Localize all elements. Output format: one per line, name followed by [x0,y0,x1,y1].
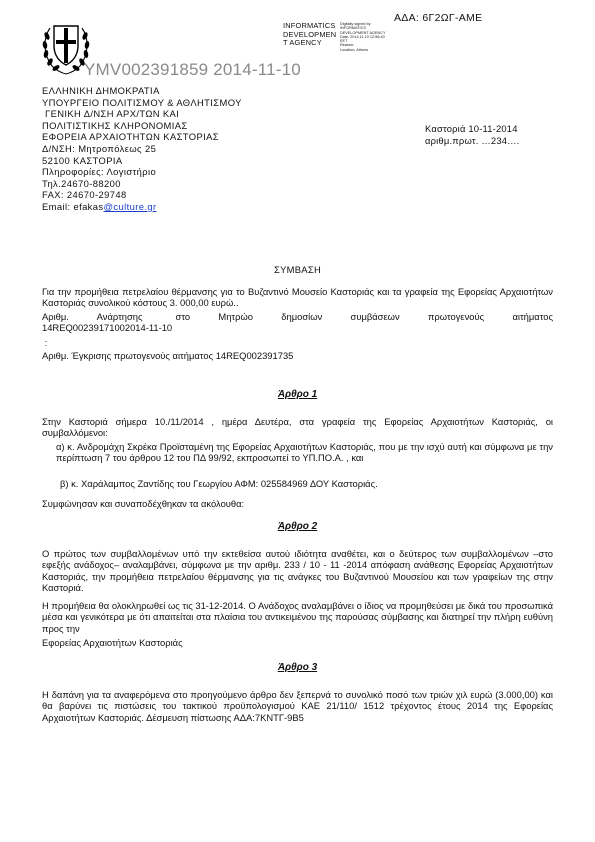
email-link[interactable]: @culture.gr [103,200,157,212]
signature-organization [283,22,336,48]
email-label: Email: efakas [42,200,104,212]
document-title: ΣΥΜΒΑΣΗ [273,264,322,275]
header-line: ΓΕΝΙΚΗ Δ/ΝΣΗ ΑΡΧ/ΤΩΝ ΚΑΙ [42,108,180,120]
header-line: ΕΛΛΗΝΙΚΗ ΔΗΜΟΚΡΑΤΙΑ [42,85,160,96]
header-line: Τηλ.24670-88200 [42,177,121,189]
signature-info-line: EET [340,39,348,44]
signature-org-line: DEVELOPMEN [283,29,337,39]
party-a: α) κ. Ανδρομάχη Σκρέκα Προϊσταμένη της Εφορείας Αρχαιοτήτων Καστοριάς, που με την ισχύ αυτή και σύμφωνα με την περίπτωση 7 του άρθρου 12 του ΠΔ 99/92, εκπροσωπεί το ΥΠ.ΠΟ.Α. , και [56,441,553,464]
header-line: ΕΦΟΡΕΙΑ ΑΡΧΑΙΟΤΗΤΩΝ ΚΑΣΤΟΡΙΑΣ [42,131,219,143]
protocol-number: αριθμ.πρωτ. …234…. [425,134,520,146]
article-2-heading: Άρθρο 2 [277,521,318,532]
approval-number: Αριθμ. Έγκρισης πρωτογενούς αιτήματος 14REQ002391735 [42,350,294,361]
sender-header [42,85,242,213]
signature-info-line: Location: Athens [340,47,369,52]
signature-info-line: Reason: [340,43,355,48]
email-line [42,201,242,213]
header-line: ΠΟΛΙΤΙΣΤΙΚΗΣ ΚΛΗΡΟΝΟΜΙΑΣ [42,119,188,131]
signature-info-line: INFORMATICS [340,26,366,31]
header-line: Δ/ΝΣΗ: Μητροπόλεως 25 [42,142,157,154]
article-2-paragraph: Ο πρώτος των συμβαλλομένων υπό την εκτεθείσα αυτού ιδιότητα αναθέτει, και ο δεύτερος των συμβαλλομένων –στο εφεξής ανάδοχος– αναλαμβάνει, σύμφωνα με την αριθμ. 233 / 10 - 11 -2014 απόφαση ανάθεσης Εφορείας Αρχαιοτήτων Καστοριάς, την προμήθεια πετρελαίου θέρμανσης για τις ανάγκες του Βυζαντινού Μουσείου και των γραφείων της στην Καστοριά. [42,548,553,594]
signature-org-line: INFORMATICS [283,21,336,30]
signature-info-line: DEVELOPMENT AGENCY [340,30,386,35]
posting-number: Αριθμ. Ανάρτησης στο Μητρώο δημοσίων συμβάσεων πρωτογενούς αιτήματος 14REQ00239171002014-11-10 [42,311,556,334]
header-line: Πληροφορίες: Λογιστήριο [42,166,157,178]
header-line: FAX: 24670-29748 [42,189,127,201]
signature-info-line: Date: 2014.11.10 12:56:40 [340,34,385,39]
article-2-delivery-end: Εφορείας Αρχαιοτήτων Καστοριάς [42,637,183,648]
article-2-delivery: Η προμήθεια θα ολοκληρωθεί ως τις 31-12-2014. Ο Ανάδοχος αναλαμβάνει ο ίδιος να προμηθεύσει με δικά του προσωπικά μέσα και γενικότερα με ότι απαιτείται στα πλαίσια του αντικειμένου της παρούσας σύμβασης και διατηρεί την πλήρη ευθύνη προς την [42,600,553,634]
intro-paragraph: Για την προμήθεια πετρελαίου θέρμανσης για το Βυζαντινό Μουσείο Καστοριάς και τα γραφεία της Εφορείας Αρχαιοτήτων Καστοριάς συνολικού κόστους 3. 000,00 ευρώ.. [42,286,553,309]
ada-number: ΑΔΑ: 6Γ2ΩΓ-ΑΜΕ [394,12,483,24]
header-line: ΥΠΟΥΡΓΕΙΟ ΠΟΛΙΤΙΣΜΟΥ & ΑΘΛΗΤΙΣΜΟΥ [42,96,242,108]
document-watermark: ΥΜV002391859 2014-11-10 [84,60,301,79]
party-b: β) κ. Χαράλαμπος Ζαντίδης του Γεωργίου ΑΦΜ: 025584969 ΔΟΥ Καστοριάς. [60,478,378,489]
place-date-block [425,123,520,146]
signature-details [340,22,386,52]
agreement-line: Συμφώνησαν και συναποδέχθηκαν τα ακόλουθα: [42,498,245,509]
article-1-paragraph: Στην Καστοριά σήμερα 10./11/2014 , ημέρα Δευτέρα, στα γραφεία της Εφορείας Αρχαιοτήτων Καστοριάς, οι συμβαλλόμενοι: [42,416,553,439]
place-date: Καστοριά 10-11-2014 [425,123,518,134]
posting-number-colon: : [42,337,48,348]
signature-org-line: T AGENCY [283,38,322,48]
article-1-heading: Άρθρο 1 [277,389,318,400]
signature-info-line: Digitally signed by [340,22,371,26]
article-3-heading: Άρθρο 3 [277,662,318,673]
header-line: 52100 ΚΑΣΤΟΡΙΑ [42,154,123,166]
article-3-paragraph: Η δαπάνη για τα αναφερόμενα στο προηγούμενο άρθρο δεν ξεπερνά το συνολικό ποσό των τριών χιλ ευρώ (3.000,00) και θα βαρύνει τις πιστώσεις του τακτικού προϋπολογισμού ΚΑΕ 21/110/ 1512 τρέχοντος έτους 2014 της Εφορείας Αρχαιοτήτων Καστοριάς. Δέσμευση πίστωσης ΑΔΑ:7ΚΝΤΓ-9Β5 [42,689,553,723]
